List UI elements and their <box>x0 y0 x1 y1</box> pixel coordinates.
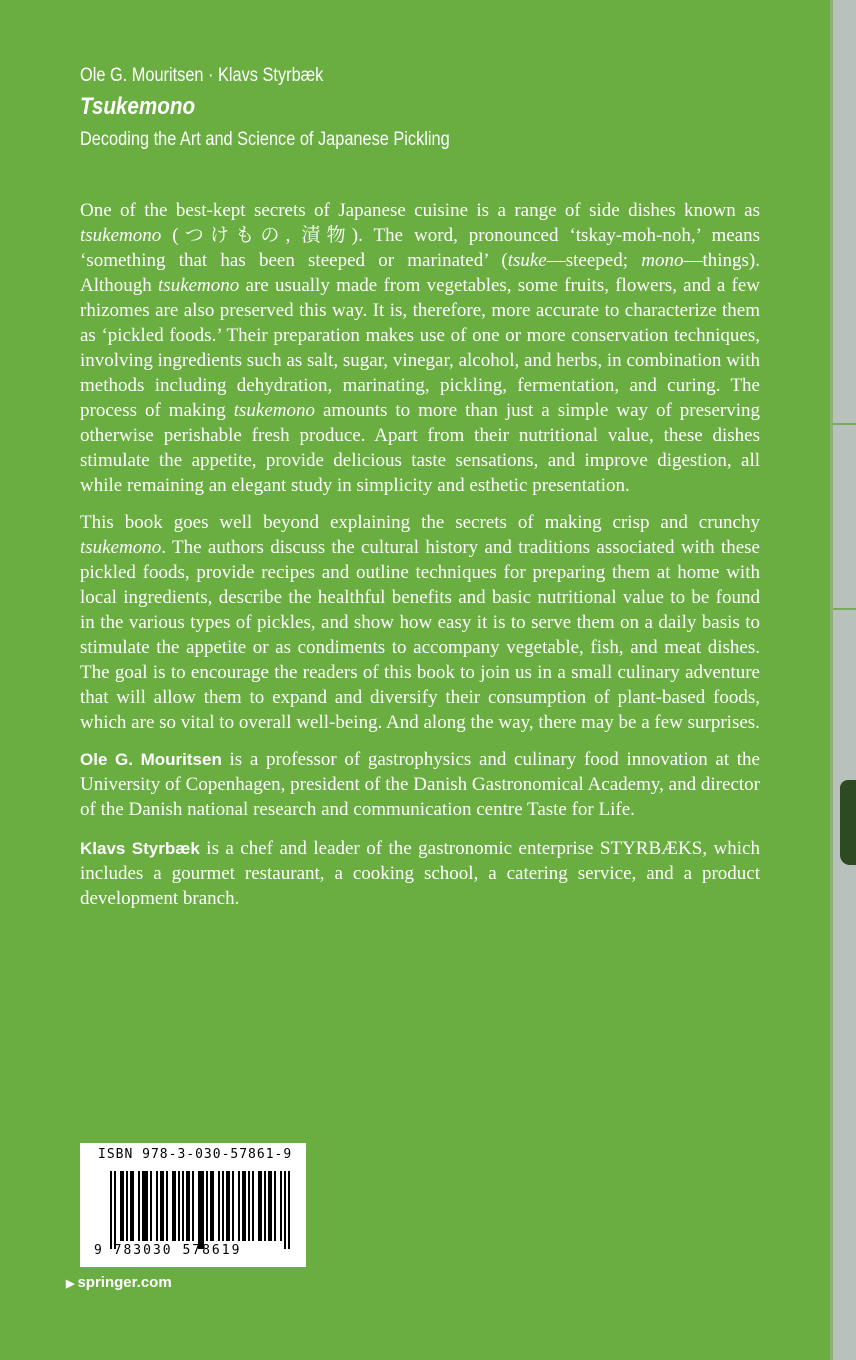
barcode-bar <box>178 1171 180 1241</box>
barcode-bar <box>288 1171 290 1249</box>
paragraph-text: amounts to more than just a simple way of preserving otherwise perishable fresh produce. Apart from their nutritional value, these dishes stimulate the appetite, provide delicious taste sensations, and improve digestion, all while remaining an elegant study in simplicity and esthetic presentation. <box>80 400 760 496</box>
spine-jar-line <box>833 608 856 610</box>
italic-term: tsukemono <box>158 275 240 296</box>
barcode-bar <box>264 1171 266 1241</box>
paragraph-text: This book goes well beyond explaining the secrets of making crisp and crunchy <box>80 512 760 533</box>
barcode-bar <box>174 1171 176 1241</box>
barcode-bar <box>274 1171 276 1241</box>
authors: Ole G. Mouritsen · Klavs Styrbæk <box>80 65 324 86</box>
isbn-label: ISBN 978-3-030-57861-9 <box>98 1147 293 1162</box>
barcode-bar <box>162 1171 164 1241</box>
barcode-bar <box>192 1171 194 1241</box>
isbn-barcode <box>80 1143 306 1267</box>
barcode-bar <box>166 1171 168 1241</box>
paragraph-text: One of the best-kept secrets of Japanese cuisine is a range of side dishes known as <box>80 200 760 221</box>
barcode-bar <box>202 1171 204 1249</box>
italic-term: tsuke <box>507 250 547 271</box>
barcode-bar <box>110 1171 112 1249</box>
blurb <box>80 198 760 925</box>
author-name: Ole G. Mouritsen <box>80 750 222 769</box>
publisher-website: springer.com <box>77 1274 172 1291</box>
barcode-bar <box>146 1171 148 1241</box>
italic-term: mono <box>641 250 684 271</box>
barcode-bar <box>248 1171 250 1241</box>
author-bio-text: is a professor of gastrophysics and culinary food innovation at the University of Copenhagen, president of the Danish Gastronomical Academy, and director of the Danish national research and communication centre Taste for Life. <box>80 749 760 820</box>
blurb-paragraph-2 <box>80 510 760 735</box>
spine-plant-image <box>840 780 856 865</box>
book-subtitle: Decoding the Art and Science of Japanese Pickling <box>80 129 450 150</box>
barcode-bar <box>126 1171 128 1241</box>
barcode-bar <box>284 1171 286 1249</box>
spine <box>832 0 856 1360</box>
book-title: Tsukemono <box>80 93 196 120</box>
cover-header <box>80 64 450 152</box>
barcode-bar <box>212 1171 214 1241</box>
barcode-bar <box>222 1171 224 1241</box>
italic-term: tsukemono <box>80 225 162 246</box>
barcode-bar <box>132 1171 134 1241</box>
barcode-bar <box>114 1171 116 1249</box>
barcode-digits: 9 783030 578619 <box>94 1243 242 1258</box>
publisher-link[interactable] <box>66 1274 172 1291</box>
barcode-bar <box>252 1171 254 1241</box>
barcode-bar <box>260 1171 262 1241</box>
author-bio-text: is a chef and leader of the gastronomic enterprise STYRBÆKS, which includes a gourmet restaurant, a cooking school, a catering service, and a product development branch. <box>80 838 760 909</box>
barcode-bar <box>280 1171 282 1241</box>
barcode-bar <box>156 1171 158 1241</box>
barcode-bar <box>218 1171 220 1241</box>
barcode-bar <box>228 1171 230 1241</box>
barcode-bar <box>244 1171 246 1241</box>
barcode-bar <box>182 1171 184 1241</box>
barcode-bar <box>238 1171 240 1241</box>
barcode-bar <box>232 1171 234 1241</box>
spine-edge <box>830 0 833 1360</box>
paragraph-text: —things). Although <box>80 250 760 296</box>
italic-term: tsukemono <box>80 537 162 558</box>
paragraph-text: . The authors discuss the cultural history and traditions associated with these pickled foods, provide recipes and outline techniques for preparing them at home with local ingredients, describe the healthful benefits and basic nutritional value to be found in the various types of pickles, and show how easy it is to serve them on a daily basis to stimulate the appetite or as condiments to accompany vegetable, fish, and meat dishes. The goal is to encourage the readers of this book to join us in a small culinary adventure that will allow them to expand and diversify their consumption of plant-based foods, which are so vital to overall well-being. And along the way, there may be a few surprises. <box>80 537 760 733</box>
barcode-bar <box>188 1171 190 1241</box>
blurb-paragraph-1 <box>80 198 760 498</box>
barcode-bar <box>122 1171 124 1241</box>
barcode-bar <box>138 1171 140 1241</box>
paragraph-text: —steeped; <box>546 250 642 271</box>
paragraph-text: (つけもの, 漬物). The word, pronounced ‘tskay-moh-noh,’ means ‘something that has been steeped or marinated’ ( <box>80 225 760 271</box>
barcode-bar <box>206 1171 208 1241</box>
barcode-bar <box>270 1171 272 1241</box>
author-name: Klavs Styrbæk <box>80 839 200 858</box>
barcode-bars <box>110 1171 292 1247</box>
right-arrow-icon: ▶ <box>66 1278 75 1290</box>
spine-jar-line <box>833 423 856 425</box>
italic-term: tsukemono <box>233 400 316 421</box>
barcode-bar <box>150 1171 152 1241</box>
author-bio-2 <box>80 836 760 911</box>
author-bio-1 <box>80 747 760 822</box>
paragraph-text: are usually made from vegetables, some fruits, flowers, and a few rhizomes are also preserved this way. It is, therefore, more accurate to characterize them as ‘pickled foods.’ Their preparation makes use of one or more conservation techniques, involving ingredients such as salt, sugar, vinegar, alcohol, and herbs, in combination with methods including dehydration, marinating, pickling, fermentation, and curing. The process of making <box>80 275 760 421</box>
